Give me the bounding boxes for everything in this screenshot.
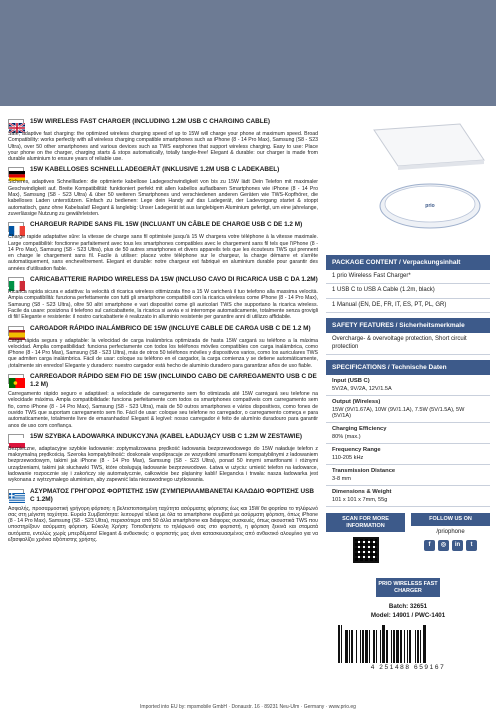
language-body: Carga rápida segura y adaptable: la velocidad de carga inalámbrica optimizada de hasta 15W cargará su teléfono a la máxima velocidad. Amplia compatibilidad: funciona perfectamente con todos los teléfonos móviles compatibles con carga inalámbrica, como iPhone (8 - 14 Pro Max), Samsung (S8 - S23 Ultra), más de otros 50 teléfonos móviles y dispositivos varios, como los auriculares TWS que admiten carga inalámbrica. Fácil de usar: coloque su teléfono en el cargador, la carga comienza y se detiene automáticamente, ¡totalmente sin enredos! Elegante y duradero: nuestro cargador está hecho de aluminio duradero para garantizar años de uso fiable.: [8, 337, 318, 369]
flag-pt-icon: [8, 374, 24, 384]
package-header: PACKAGE CONTENT / Verpackungsinhalt: [326, 255, 490, 270]
language-body: Ασφαλής, προσαρμοστική γρήγορη φόρτιση: η βελτιστοποιημένη ταχύτητα ασύρματης φόρτισης έως και 15W θα φορτίσει το τηλέφωνό σας στη μέγιστη ταχύτητα. Ευρεία Συμβατότητα: λειτουργεί τέλεια με όλα τα smartphone συμβατά με ασύρματη φόρτιση, όπως iPhone (8 - 14 Pro Max), Samsung (S8 - S23 Ultra), περισσότερα από 50 άλλα smartphone και διάφορες συσκευές, όπως ακουστικά TWS που υποστηρίζουν ασύρματη φόρτιση. Εύκολη Χρήση: Τοποθετήστε το τηλέφωνό σας στο φορτιστή, η φόρτιση ξεκινά και σταματά αυτόματα, εντελώς χωρίς μπερδέματα! Elegant & ανθεκτικός: ο φορτιστής μας είναι κατασκευασμένος από ανθεκτικό αλουμίνιο για να εξασφαλίζει χρόνια αξιόπιστης χρήσης.: [8, 505, 318, 544]
charger-pad: [380, 184, 480, 228]
follow-box: [411, 513, 490, 568]
flag-pl-icon: [8, 434, 24, 444]
spec-label: Input (USB C): [332, 378, 370, 385]
spec-label: Frequency Range: [332, 447, 381, 454]
flag-es-icon: [8, 326, 24, 336]
language-body: Safe, adaptive fast charging: the optimized wireless charging speed of up to 15W will charge your phone at maximum speed. Broad Compatibility: works perfectly with all wireless charging compatible smartphones such as iPhone (8 - 14 Pro Max), Samsung (S8 - S23 Ultra), over 50 other smartphones and various devices such as TWS earphones that support wireless charging. Easy to use: Place your phone on the charger, charging starts & stops automatically, totally tangle-free! Elegant & durable: our charger is made from durable aluminium to ensure years of reliable use.: [8, 131, 318, 163]
specs-header: SPECIFICATIONS / Technische Daten: [326, 360, 490, 375]
flag-gr-icon: [8, 489, 24, 499]
language-heading: [8, 166, 318, 177]
linkedin-icon[interactable]: in: [452, 540, 463, 551]
language-title: CHARGEUR RAPIDE SANS FIL 15W (INCLUANT UN CÂBLE DE CHARGE USB C DE 1.2 M): [30, 221, 303, 229]
spec-value: 5V/2A, 9V/2A, 12V/1.5A: [326, 385, 490, 396]
model-number: Model: 14901 / PWC-1401: [370, 612, 446, 620]
spec-label: Transmission Distance: [332, 468, 396, 475]
language-heading: [8, 488, 318, 504]
package-item: 1 Manual (EN, DE, FR, IT, ES, PT, PL, GR): [326, 299, 490, 313]
spec-label: Dimensions & Weight: [332, 489, 392, 496]
product-illustration: [334, 118, 490, 242]
language-title: ΑΣΥΡΜΑΤΟΣ ΓΡΗΓΟΡΟΣ ΦΟΡΤΙΣΤΗΣ 15W (ΣΥΜΠΕΡΙΛΑΜΒΑΝΕΤΑΙ ΚΑΛΩΔΙΟ ΦΟΡΤΙΣΗΣ USB C 1.2M): [30, 487, 314, 503]
barcode-bar: [426, 625, 427, 663]
language-heading: [8, 433, 318, 444]
social-icons: [411, 540, 490, 551]
spec-label: Output (Wireless): [332, 399, 381, 406]
flag-it-icon: [8, 277, 24, 287]
language-section-de: [8, 166, 318, 217]
language-heading: [8, 325, 318, 336]
language-body: Charge rapide adaptative sûre: la vitesse de charge sans fil optimisée jusqu'à 15 W chargera votre téléphone à la vitesse maximale. Large compatibilité: fonctionne parfaitement avec tous les smartphones compatibles avec le chargement sans fil tels que l'iPhone (8 - 14 Pro Max), Samsung (S8 - S23 Ultra), plus de 50 autres smartphones et divers appareils tels que les écouteurs TWS qui prennent en charge le chargement sans fil. Facile à utiliser: placez votre téléphone sur le chargeur, la charge démarre et s'arrête automatiquement, sans enchevêtrement. Elegant et durable: notre chargeur est fabriqué en aluminium durable pour garantir des années d'utilisation fiable.: [8, 234, 318, 272]
scan-box: [326, 513, 405, 568]
safety-item: Overcharge- & overvoltage protection, Short circuit protection: [326, 333, 490, 355]
footer-imprint: Imported into EU by: mpsmobile GmbH · Donaustr. 16 · 89231 Neu-Ulm · Germany · www.prio.eg: [140, 704, 356, 710]
facebook-icon[interactable]: f: [424, 540, 435, 551]
spec-label: Charging Efficiency: [332, 426, 387, 433]
specs-table: [326, 375, 490, 507]
language-title: CARREGADOR RÁPIDO SEM FIO DE 15W (INCLUINDO CABO DE CARREGAMENTO USB C DE 1.2 M): [30, 373, 317, 389]
language-section-pt: [8, 373, 318, 429]
qr-code-icon[interactable]: [353, 537, 379, 563]
batch-number: Batch: 32651: [388, 603, 428, 611]
language-heading: [8, 221, 318, 232]
info-column: [326, 250, 490, 671]
spec-value: 3-8 mm: [326, 475, 490, 486]
social-section: [326, 513, 490, 568]
language-title: CARICABATTERIE RAPIDO WIRELESS DA 15W (INCLUSO CAVO DI RICARICA USB C DA 1.2M): [30, 276, 318, 284]
package-item: 1 prio Wireless Fast Charger*: [326, 270, 490, 284]
language-title: 15W WIRELESS FAST CHARGER (INCLUDING 1.2M USB C CHARGING CABLE): [30, 118, 271, 125]
language-section-pl: [8, 433, 318, 484]
language-body: Bezpieczne, adaptacyjne szybkie ładowanie: zoptymalizowana prędkość ładowania bezprzewodowego do 15W naładuje telefon z maksymalną prędkością. Szeroka kompatybilność: doskonale współpracuje ze wszystkimi smartfonami kompatybilnymi z ładowaniem bezprzewodowym, takimi jak iPhone (8 - 14 Pro Max), Samsung (S8 - S23 Ultra), ponad 50 innymi smartfonami i różnymi urządzeniami, takimi jak słuchawki TWS, które obsługują ładowanie bezprzewodowe. Łatwa w użyciu: umieść telefon na ładowarce, ładowanie rozpocznie się i zakończy się automatycznie, całkowicie bez plątaniny kabli! Elegancka i trwała: nasza ładowarka jest wykonana z wytrzymałego aluminium, aby zapewnić lata niezawodnego użytkowania.: [8, 445, 318, 484]
social-handle: /priophone: [436, 528, 465, 535]
package-item: 1 USB C to USB A Cable (1.2m, black): [326, 284, 490, 298]
spec-value: 110-205 kHz: [326, 454, 490, 465]
scan-label: SCAN FOR MORE INFORMATION: [326, 513, 405, 532]
promo-badge: [376, 578, 440, 597]
language-heading: [8, 118, 318, 129]
language-heading: [8, 373, 318, 389]
spec-value: 101 x 101 x 7mm, 55g: [326, 496, 490, 507]
language-title: CARGADOR RÁPIDO INALÁMBRICO DE 15W (INCLUYE CABLE DE CARGA USB C DE 1.2 M): [30, 324, 311, 332]
language-body: Sicheres, adaptives Schnellladen: die optimierte kabellose Ladegeschwindigkeit von bis zu 15W lädt Dein Telefon mit maximaler Geschwindigkeit auf. Breite Kompatibilität: funktioniert perfekt mit allen kabellos aufladbaren Smartphones wie iPhone (8 - 14 Pro Max), Samsung (S8 - S23 Ultra) & über 50 weiteren Smartphones und verschiedenen anderen Geräten wie TWS-Kopfhörer, die kabelloses Laden unterstützen. Einfach zu bedienen: Lege dein Handy auf das Ladegerät, der Ladevorgang startet & stoppt automatisch, ganz ohne Kabelsalat! Elegant & langlebig: Unser Ladegerät ist aus langlebigem Aluminium gefertigt, um eine jahrelange, zuverlässige Nutzung zu gewährleisten.: [8, 179, 318, 217]
top-color-band: [0, 0, 496, 106]
package-list: [326, 270, 490, 313]
barcode-number: 4 251488 659167: [370, 664, 446, 672]
spec-value: 15W (9V/1.67A), 10W (9V/1.1A), 7.5W (5V/1.5A), 5W (5V/1A): [326, 406, 490, 423]
language-section-es: [8, 325, 318, 369]
language-heading: [8, 276, 318, 287]
language-body: Carregamento rápido seguro e adaptável: a velocidade de carregamento sem fio otimizada até 15W carregará seu telefone na velocidade máxima. Ampla compatibilidade: funciona perfeitamente com todos os smartphones compatíveis com carregamento sem fio, como iPhone (8 - 14 Pro Max), Samsung (S8 - S23 Ultra), mais de 50 outros smartphones e vários dispositivos, como fones de ouvido TWS que suportam carregamento sem fio. Fácil de usar: coloque seu telefone no carregador, o carregamento começa e para automaticamente, totalmente livre de emaranhados! Elegant & legível: nosso carregador é feito de alumínio duradouro para garantir anos de uso com confiança.: [8, 391, 318, 429]
language-section-gr: [8, 488, 318, 544]
language-section-it: [8, 276, 318, 320]
language-body: Ricarica rapida sicura e adattiva: la velocità di ricarica wireless ottimizzata fino a 15 W caricherà il tuo telefono alla massima velocità. Ampia compatibilità: funziona perfettamente con tutti gli smartphone compatibili con la ricarica wireless come iPhone (8 - 14 Pro Max), Samsung (S8 - S23 Ultra), oltre 50 altri smartphone e vari dispositivi come gli auricolari TWS che supportano la ricarica wireless. Facile da usare: posiziona il telefono sul caricabatterie, la ricarica si avvia e si interrompe automaticamente, totalmente senza grovigli di fili! Elegante e resistente: il nostro caricabatterie è realizzato in alluminio resistente per garantire anni di utilizzo affidabile.: [8, 289, 318, 321]
promo-label: PRIO WIRELESS FAST CHARGER: [376, 578, 440, 597]
language-title: 15W KABELLOSES SCHNELLLADEGERÄT (INKLUSIVE 1.2M USB C LADEKABEL): [30, 166, 280, 174]
phone-outline: [374, 124, 484, 170]
barcode-icon: [338, 625, 478, 663]
language-title: 15W SZYBKA ŁADOWARKA INDUKCYJNA (KABEL ŁADUJĄCY USB C 1.2M W ZESTAWIE): [30, 432, 302, 440]
charger-logo: prio: [425, 203, 435, 209]
spec-value: 80% (max.): [326, 433, 490, 444]
language-sections: [8, 118, 318, 547]
flag-de-icon: [8, 167, 24, 177]
language-section-uk: [8, 118, 318, 162]
safety-header: SAFETY FEATURES / Sicherheitsmerkmale: [326, 318, 490, 333]
twitter-icon[interactable]: t: [466, 540, 477, 551]
flag-fr-icon: [8, 222, 24, 232]
follow-label: FOLLOW US ON: [411, 513, 490, 526]
language-section-fr: [8, 221, 318, 272]
flag-uk-icon: [8, 119, 24, 129]
instagram-icon[interactable]: ◎: [438, 540, 449, 551]
